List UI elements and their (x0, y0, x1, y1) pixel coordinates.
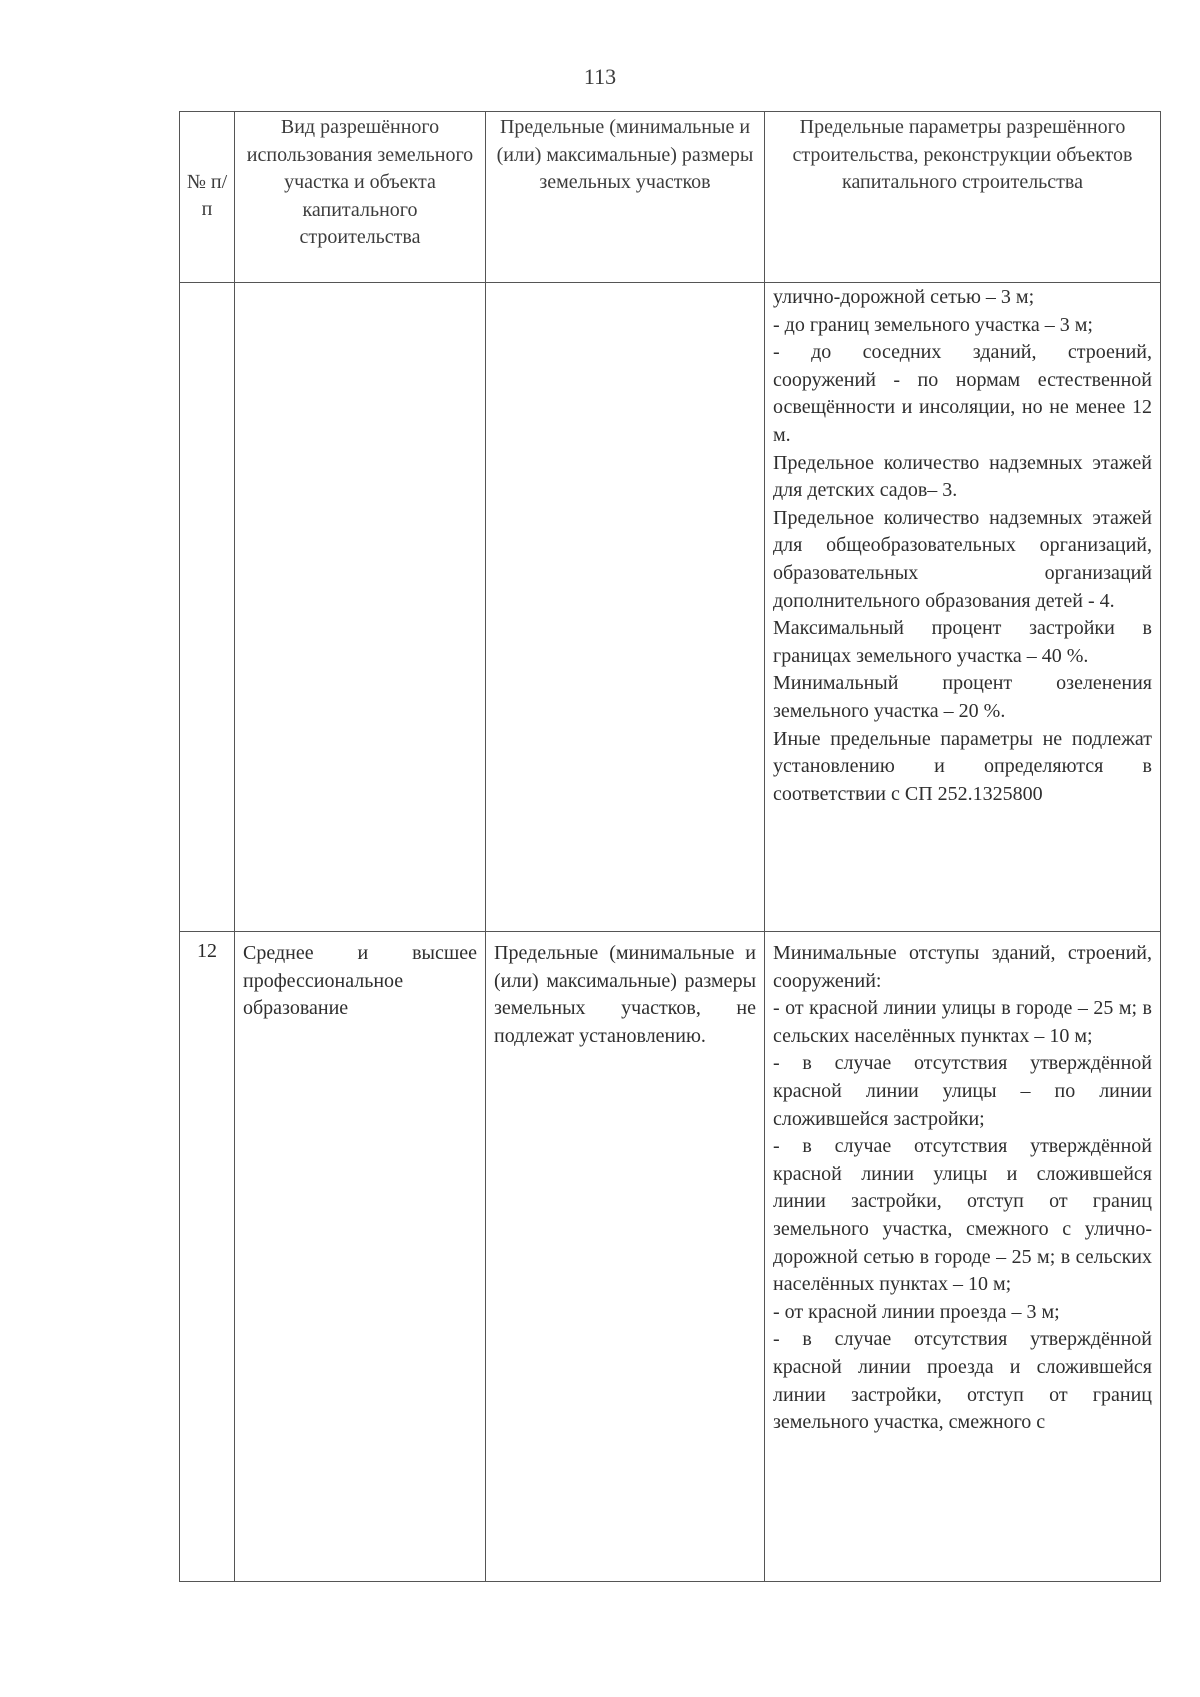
page-number: 113 (583, 64, 617, 89)
param-line: - в случае отсутствия утверждённой красной линии проезда и сложившейся линии застройки, отступ от границ земельного участка, смежного с (773, 1328, 1152, 1434)
header-build-params: Предельные параметры разрешённого строительства, реконструкции объектов капитального строительства (765, 112, 1161, 283)
table-row (180, 283, 1161, 932)
param-line: Минимальный процент озеленения земельного участка – 20 %. (773, 672, 1152, 722)
row-12-params (765, 932, 1161, 1582)
row-continued-number (180, 283, 235, 932)
param-line: - до границ земельного участка – 3 м; (773, 313, 1093, 336)
row-continued-plot-sizes (486, 283, 765, 932)
header-use-type: Вид разрешённого использования земельного участка и объекта капитального строительства (235, 112, 486, 283)
param-line: - от красной линии проезда – 3 м; (773, 1300, 1060, 1323)
row-12-number: 12 (180, 932, 235, 1582)
row-12-plot-sizes: Предельные (минимальные и (или) максимальные) размеры земельных участков, не подлежат установлению. (486, 932, 765, 1582)
param-line: - от красной линии улицы в городе – 25 м; в сельских населённых пунктах – 10 м; (773, 997, 1152, 1047)
param-line: - в случае отсутствия утверждённой красной линии улицы и сложившейся линии застройки, отступ от границ земельного участка, смежного с улично-дорожной сетью в городе – 25 м; в сельских населённых пунктах – 10 м; (773, 1135, 1152, 1296)
param-line: - в случае отсутствия утверждённой красной линии улицы – по линии сложившейся застройки; (773, 1052, 1152, 1130)
row-12-use-type: Среднее и высшее профессиональное образование (235, 932, 486, 1582)
row-continued-use-type (235, 283, 486, 932)
param-line: - до соседних зданий, строений, сооружений - по нормам естественной освещённости и инсоляции, но не менее 12 м. (773, 341, 1152, 446)
land-use-table (179, 111, 1161, 1582)
param-line: улично-дорожной сетью – 3 м; (773, 286, 1035, 308)
row-continued-params (765, 283, 1161, 932)
header-plot-sizes: Предельные (минимальные и (или) максимальные) размеры земельных участков (486, 112, 765, 283)
table-header-row (180, 112, 1161, 283)
param-line: Минимальные отступы зданий, строений, сооружений: (773, 942, 1152, 992)
table-row (180, 932, 1161, 1582)
param-line: Максимальный процент застройки в границах земельного участка – 40 %. (773, 617, 1152, 667)
header-number: № п/п (180, 112, 235, 283)
param-line: Иные предельные параметры не подлежат установлению и определяются в соответствии с СП 252.1325800 (773, 727, 1152, 805)
param-line: Предельное количество надземных этажей для детских садов– 3. (773, 451, 1152, 502)
param-line: Предельное количество надземных этажей для общеобразовательных организаций, образовательных организаций дополнительного образования детей - 4. (773, 506, 1152, 612)
